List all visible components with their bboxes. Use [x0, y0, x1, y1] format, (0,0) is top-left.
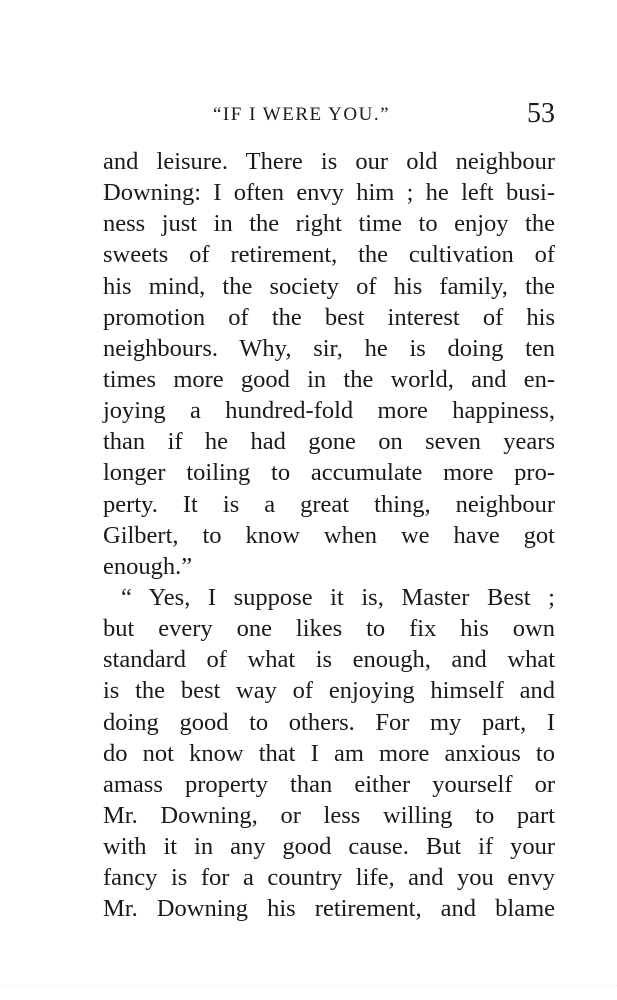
text-line: neighbours. Why, sir, he is doing ten [103, 334, 555, 362]
text-line: doing good to others. For my part, I [103, 708, 555, 736]
text-line: his mind, the society of his family, the [103, 272, 555, 300]
running-title: “IF I WERE YOU.” [213, 104, 391, 125]
running-head [103, 98, 555, 138]
text-line: perty. It is a great thing, neighbour [103, 490, 555, 518]
text-line: Downing: I often envy him ; he left busi- [103, 179, 555, 207]
text-line: do not know that I am more anxious to [103, 739, 555, 767]
text-line: ness just in the right time to enjoy the [103, 210, 555, 238]
text-line: times more good in the world, and en- [103, 365, 555, 393]
text-line: Mr. Downing, or less willing to part [103, 801, 555, 829]
text-line: but every one likes to fix his own [103, 615, 555, 643]
text-line: enough.” [103, 552, 193, 580]
text-line: and leisure. There is our old neighbour [103, 148, 555, 175]
text-line: standard of what is enough, and what [103, 646, 555, 674]
page-edge-specks [0, 985, 617, 1000]
text-line: sweets of retirement, the cultivation of [103, 241, 555, 269]
text-line: longer toiling to accumulate more pro- [103, 459, 555, 487]
page-number: 53 [527, 98, 555, 129]
body-text [103, 146, 555, 925]
text-line: is the best way of enjoying himself and [103, 677, 555, 705]
text-line: joying a hundred-fold more happiness, [103, 397, 555, 425]
text-line: amass property than either yourself or [103, 770, 555, 798]
text-line: promotion of the best interest of his [103, 303, 555, 331]
text-line: Mr. Downing his retirement, and blame [103, 895, 555, 923]
text-line: fancy is for a country life, and you envy [103, 864, 555, 892]
text-line: with it in any good cause. But if your [103, 833, 555, 861]
text-line: Gilbert, to know when we have got [103, 521, 555, 549]
text-line: “ Yes, I suppose it is, Master Best ; [121, 583, 555, 611]
text-line: than if he had gone on seven years [103, 428, 555, 456]
